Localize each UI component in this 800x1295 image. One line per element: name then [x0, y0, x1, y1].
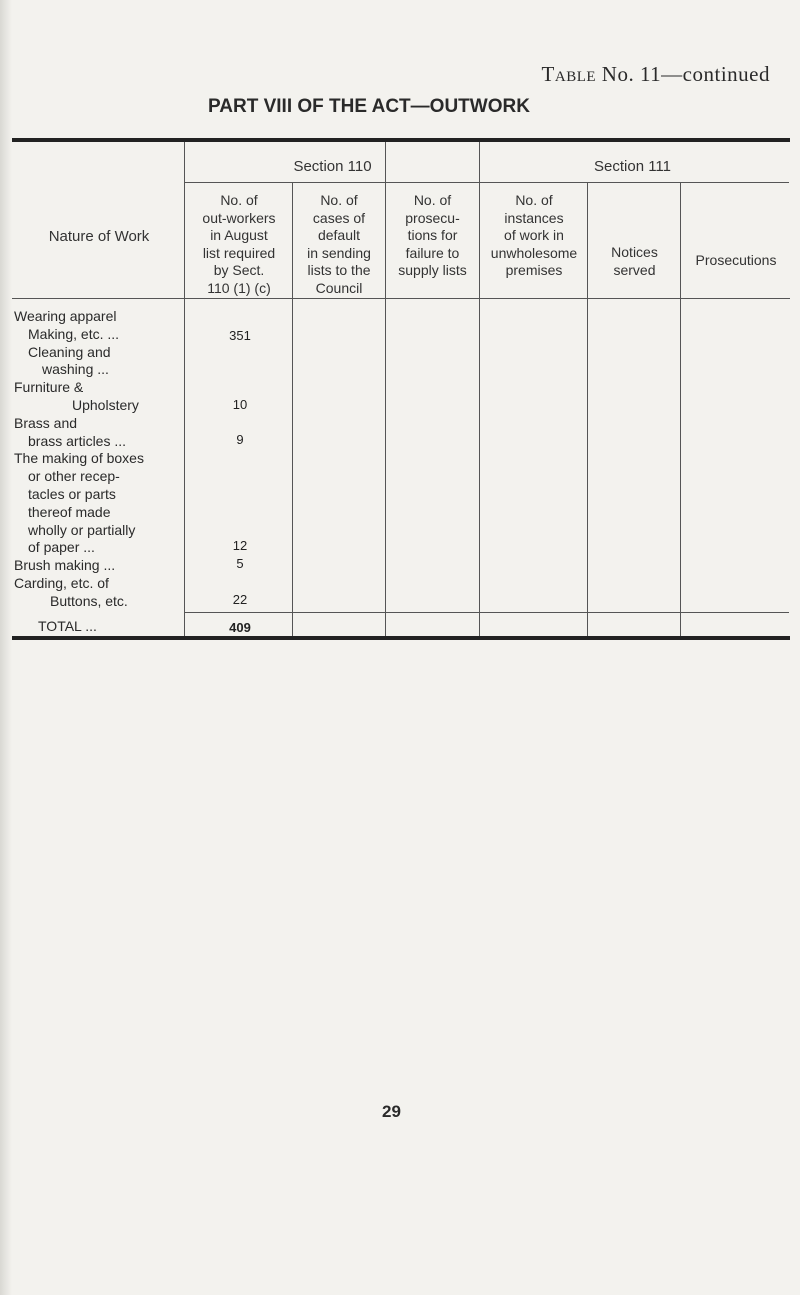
default-cases-header-line: Council — [315, 279, 363, 296]
prosecutions-failure-header-line: No. of — [413, 192, 452, 208]
instances-header-line: of work in — [504, 227, 564, 243]
default-cases-header — [293, 192, 385, 297]
row-label: or other recep- — [28, 468, 120, 485]
column-divider — [587, 182, 588, 636]
outworkers-header-line: by Sect. — [213, 262, 265, 278]
page-margin-shadow — [0, 0, 12, 1295]
outworkers-value: 12 — [232, 538, 248, 553]
row-label: wholly or partially — [28, 521, 136, 538]
outworkers-value: 10 — [232, 397, 248, 412]
section-110-header: Section 110 — [293, 158, 372, 175]
outworkers-value: 351 — [229, 328, 251, 343]
page-number: 29 — [382, 1102, 401, 1121]
table-title-rest: No. 11—continued — [601, 62, 770, 86]
outworkers-header — [185, 192, 293, 297]
header-section-divider — [185, 182, 789, 183]
row-label: tacles or parts — [28, 485, 116, 502]
row-label: Wearing apparel — [14, 308, 117, 324]
table-title-caps: Table — [541, 62, 597, 86]
outworkers-value: 5 — [236, 556, 244, 571]
default-cases-header-line: cases of — [312, 209, 366, 226]
table-bottom-rule — [12, 636, 790, 640]
default-cases-header-line: in sending — [307, 244, 371, 261]
notices-header-line: Notices — [611, 244, 658, 260]
outworkers-value: 9 — [236, 432, 244, 447]
row-label: Furniture & — [14, 379, 84, 396]
default-cases-header-line: No. of — [320, 192, 358, 208]
prosecutions-failure-header-line: supply lists — [398, 262, 467, 278]
row-label: Brass and — [14, 414, 78, 431]
column-divider — [680, 182, 681, 636]
row-label: Cleaning and — [28, 343, 111, 360]
column-divider — [184, 142, 185, 636]
outworkers-header-line: out-workers — [202, 209, 276, 226]
prosecutions-failure-header-line: tions for — [407, 227, 458, 243]
prosecutions-failure-header-line: failure to — [405, 244, 460, 261]
notices-header-line: served — [613, 261, 656, 278]
column-divider — [385, 142, 386, 636]
row-label: Buttons, etc. — [50, 592, 128, 609]
outworkers-value: 22 — [232, 592, 248, 607]
outworkers-header-line: No. of — [220, 192, 258, 208]
row-label: of paper ... — [28, 539, 95, 556]
instances-header-line: unwholesome — [490, 244, 578, 261]
row-label: thereof made — [28, 503, 111, 520]
row-labels — [14, 308, 182, 611]
outworkers-header-line: 110 (1) (c) — [207, 279, 271, 296]
header-bottom-rule — [12, 298, 790, 299]
table-top-rule — [12, 138, 790, 142]
part-title: PART VIII OF THE ACT—OUTWORK — [208, 96, 530, 117]
table-title — [542, 62, 770, 87]
column-divider — [479, 142, 480, 636]
row-label: Making, etc. ... — [28, 325, 120, 342]
prosecutions-failure-header-line: prosecu- — [405, 209, 460, 226]
row-label: brass articles ... — [28, 432, 127, 449]
row-label: Brush making ... — [14, 557, 116, 574]
instances-header-line: premises — [505, 262, 563, 278]
section-111-header: Section 111 — [594, 158, 671, 175]
prosecutions-header: Prosecutions — [695, 252, 777, 268]
default-cases-header-line: default — [317, 227, 361, 243]
outworkers-header-line: list required — [202, 244, 276, 261]
total-separator — [185, 612, 789, 613]
total-label: TOTAL ... — [38, 618, 97, 634]
instances-header-line: instances — [504, 209, 564, 226]
prosecutions-failure-header — [385, 192, 480, 280]
column-divider — [292, 182, 293, 636]
row-label: Carding, etc. of — [14, 574, 109, 591]
row-label: The making of boxes — [14, 450, 144, 467]
nature-of-work-header: Nature of Work — [48, 228, 150, 245]
instances-header — [480, 192, 588, 280]
instances-header-line: No. of — [515, 192, 553, 208]
row-label: Upholstery — [72, 396, 139, 413]
outworkers-header-line: in August — [210, 227, 268, 243]
default-cases-header-line: lists to the — [307, 262, 371, 278]
row-label: washing ... — [42, 361, 109, 378]
notices-served-header — [588, 244, 681, 279]
total-value: 409 — [229, 620, 251, 635]
